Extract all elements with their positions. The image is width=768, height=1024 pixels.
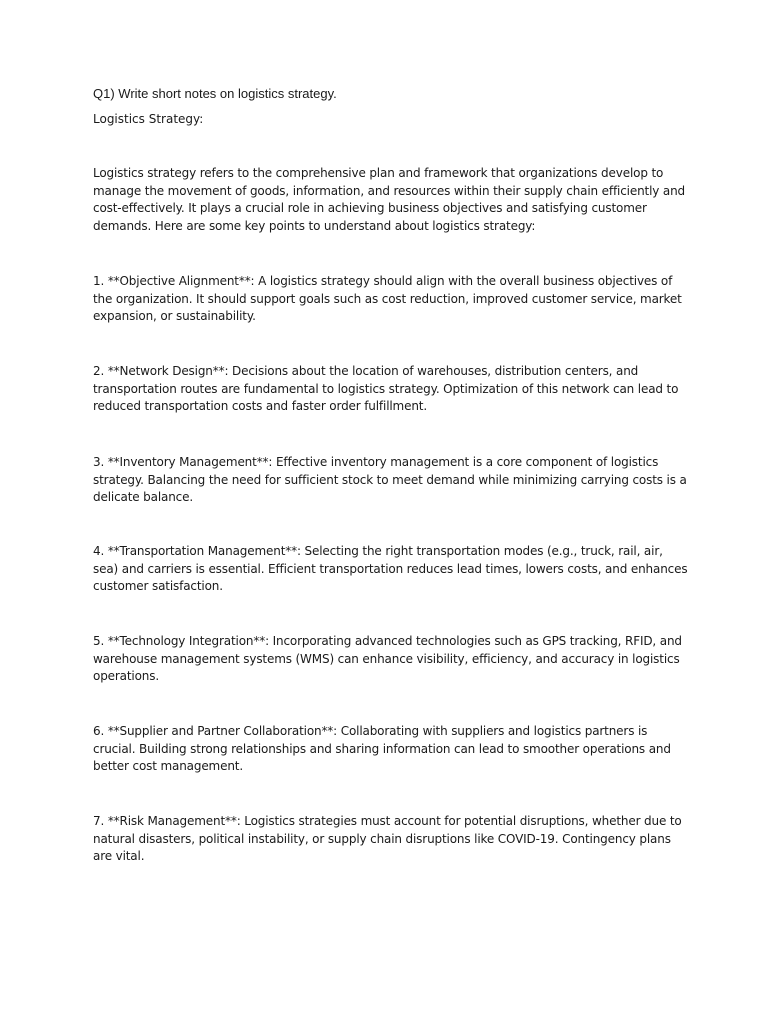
point-network-design [93, 363, 683, 416]
point-supplier-collaboration [93, 723, 683, 776]
section-heading: Logistics Strategy: [93, 112, 204, 126]
point-line: 3. **Inventory Management**: Effective inventory management is a core component of logistics [93, 455, 659, 469]
point-inventory-management [93, 454, 687, 507]
point-line: sea) and carriers is essential. Efficient transportation reduces lead times, lowers costs, and enhances [93, 561, 688, 576]
point-line: are vital. [93, 849, 145, 864]
point-line: better cost management. [93, 759, 244, 774]
point-line: natural disasters, political instability, or supply chain disruptions like COVID-19. Contingency plans [93, 831, 671, 846]
intro-line: cost-effectively. It plays a crucial role in achieving business objectives and satisfying customer [93, 201, 647, 216]
point-line: 4. **Transportation Management**: Selecting the right transportation modes (e.g., truck, rail, air, [93, 544, 663, 558]
intro-line: manage the movement of goods, information, and resources within their supply chain efficiently and [93, 183, 686, 198]
question-title: Q1) Write short notes on logistics strategy. [93, 86, 337, 101]
point-line: warehouse management systems (WMS) can enhance visibility, efficiency, and accuracy in logistics [93, 651, 680, 666]
point-line: operations. [93, 669, 160, 684]
point-line: reduced transportation costs and faster order fulfillment. [93, 399, 428, 414]
point-risk-management [93, 813, 683, 866]
point-objective-alignment [93, 273, 683, 326]
intro-line: Logistics strategy refers to the comprehensive plan and framework that organizations develop to [93, 166, 664, 180]
point-line: 6. **Supplier and Partner Collaboration**: Collaborating with suppliers and logistics partners is [93, 724, 648, 738]
point-technology-integration [93, 633, 683, 686]
point-line: customer satisfaction. [93, 579, 223, 594]
intro-paragraph [93, 165, 686, 236]
point-transportation-management [93, 543, 688, 596]
point-line: 1. **Objective Alignment**: A logistics strategy should align with the overall business objectives of [93, 274, 673, 288]
point-line: 2. **Network Design**: Decisions about the location of warehouses, distribution centers, and [93, 364, 639, 378]
point-line: 5. **Technology Integration**: Incorporating advanced technologies such as GPS tracking, RFID, and [93, 634, 682, 648]
point-line: crucial. Building strong relationships and sharing information can lead to smoother operations and [93, 741, 671, 756]
point-line: the organization. It should support goals such as cost reduction, improved customer service, market [93, 291, 682, 306]
point-line: strategy. Balancing the need for sufficient stock to meet demand while minimizing carrying costs is a [93, 472, 687, 487]
point-line: 7. **Risk Management**: Logistics strategies must account for potential disruptions, whether due to [93, 814, 682, 828]
intro-line: demands. Here are some key points to understand about logistics strategy: [93, 219, 536, 234]
point-line: delicate balance. [93, 490, 194, 505]
point-line: expansion, or sustainability. [93, 309, 256, 324]
point-line: transportation routes are fundamental to logistics strategy. Optimization of this network can lead to [93, 381, 679, 396]
